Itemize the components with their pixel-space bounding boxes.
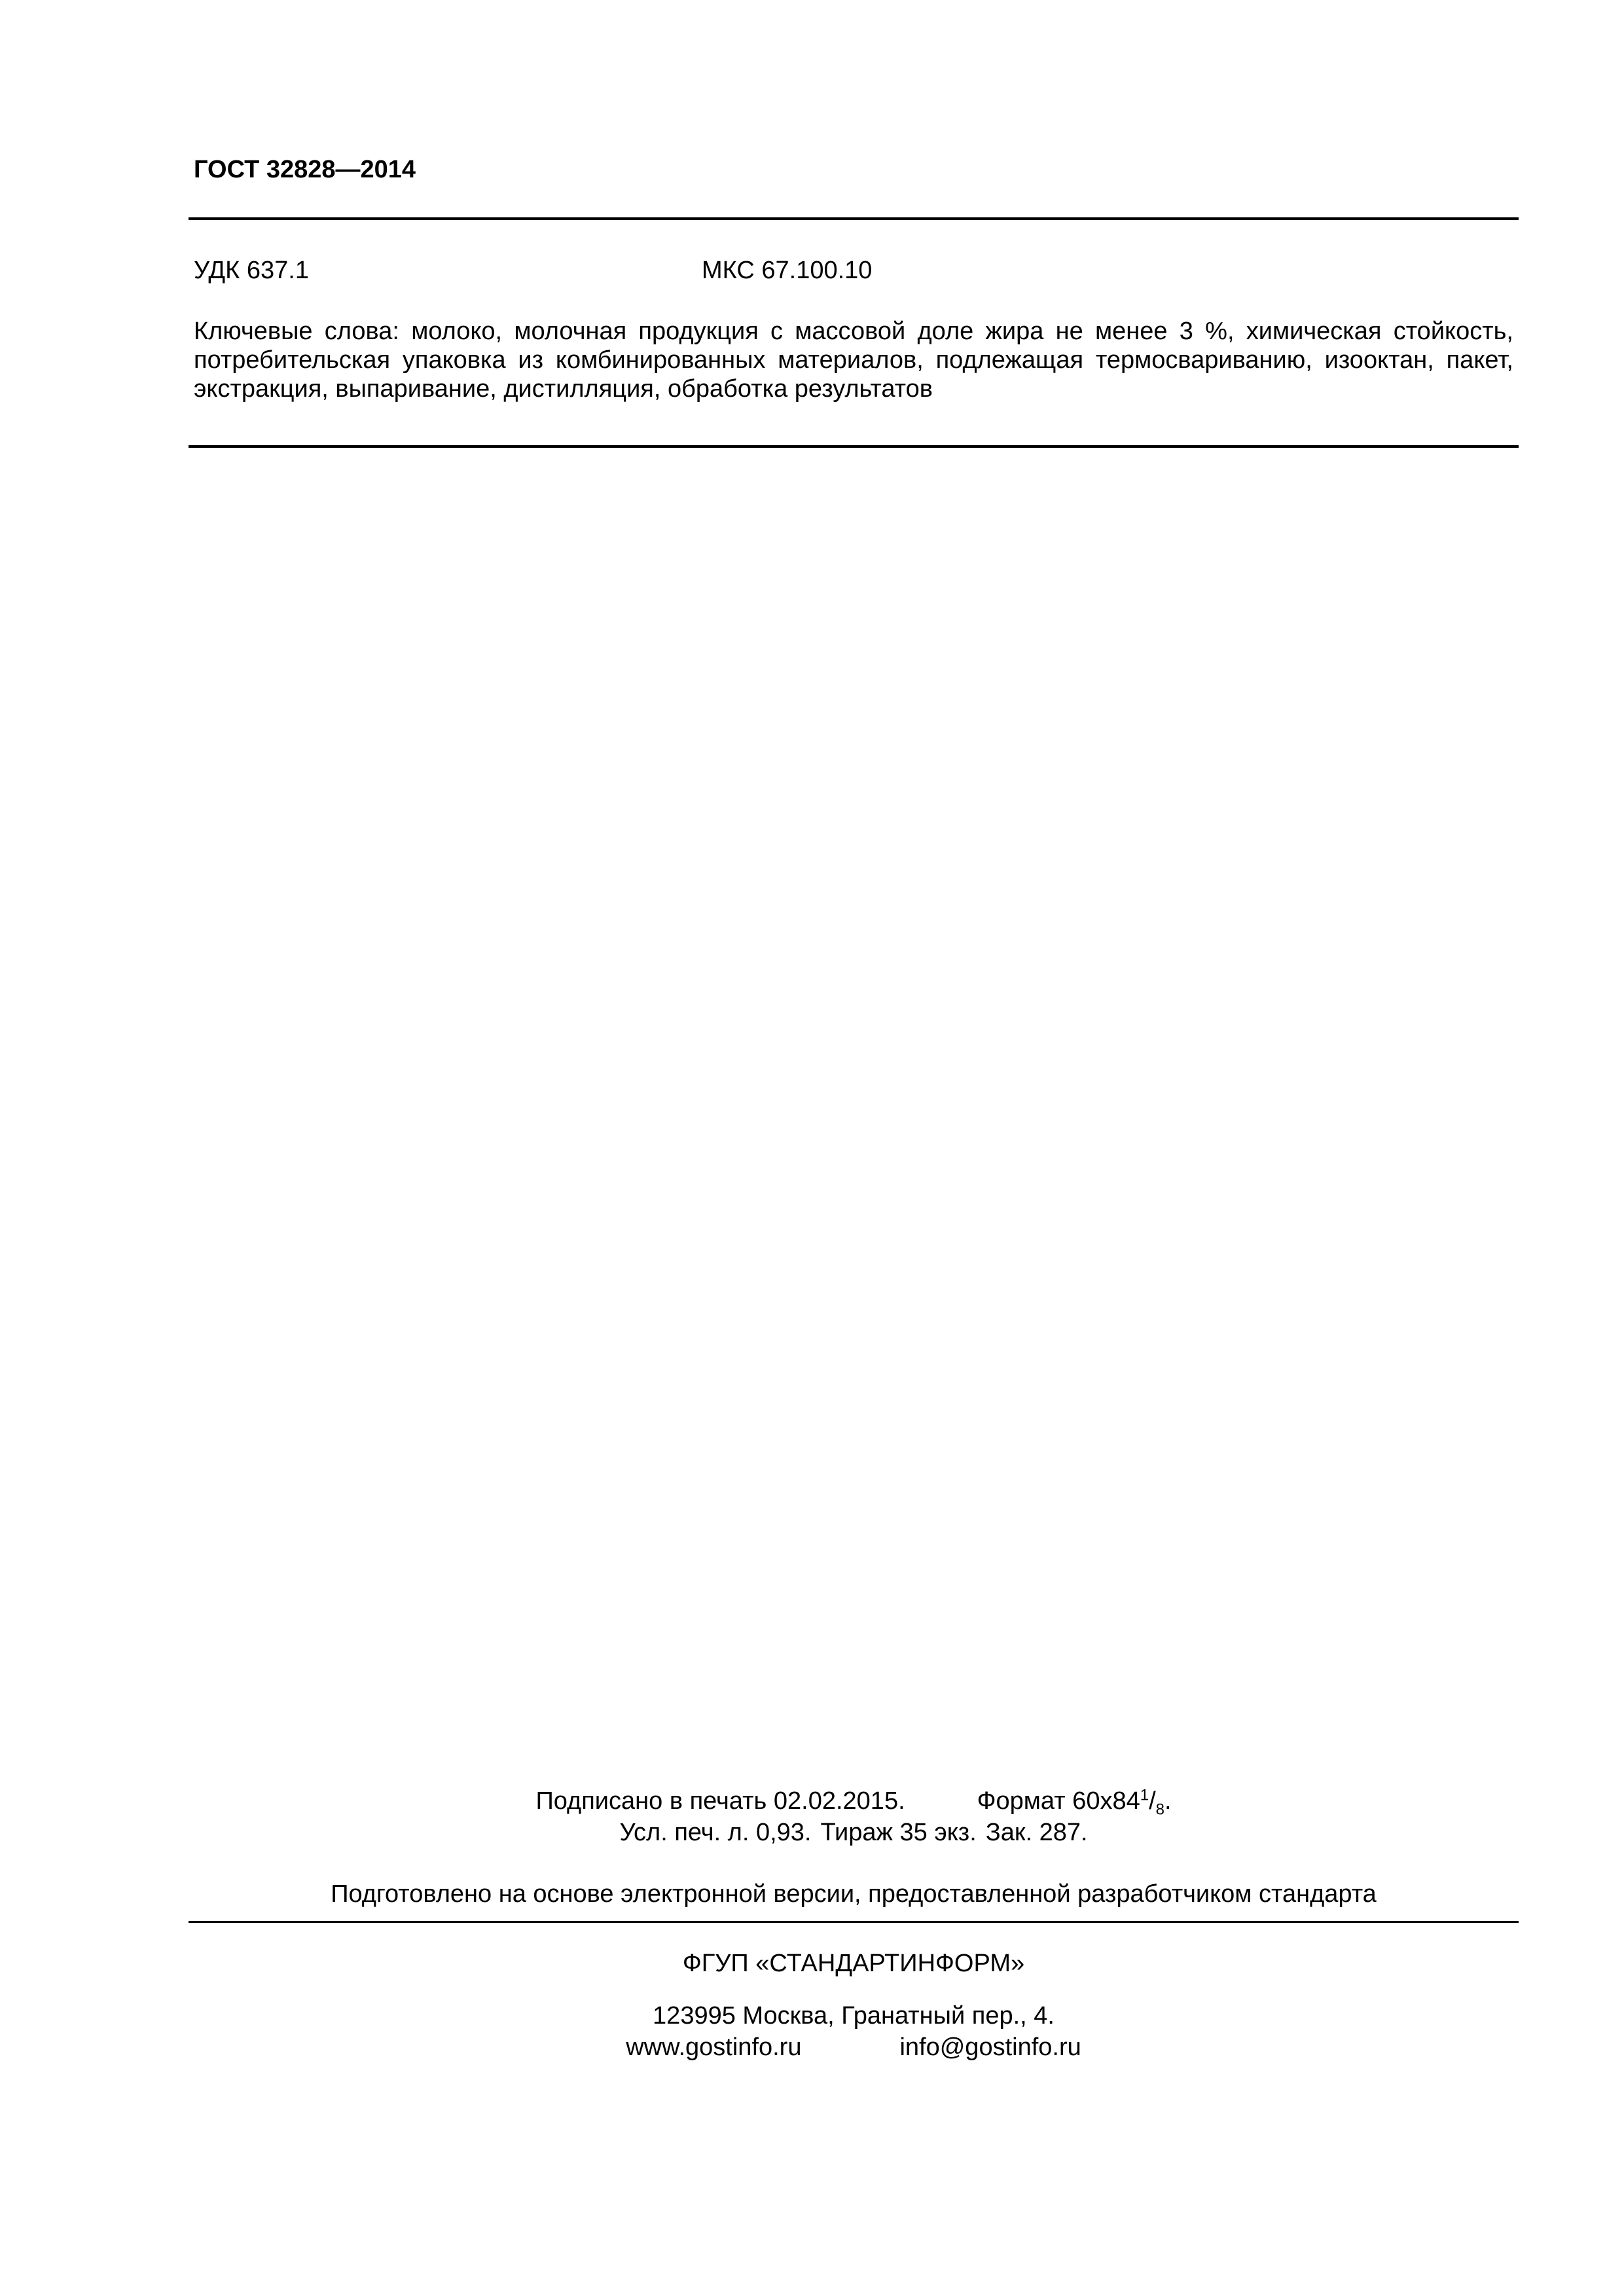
publisher-contacts (189, 2032, 1519, 2062)
document-code: ГОСТ 32828—2014 (194, 156, 416, 183)
order-number: Зак. 287. (985, 1819, 1088, 1846)
publisher-name: ФГУП «СТАНДАРТИНФОРМ» (682, 1950, 1025, 1977)
keywords-divider (189, 445, 1519, 448)
imprint-line-1 (189, 1786, 1519, 1819)
keywords-paragraph: Ключевые слова: молоко, молочная продукция с массовой доле жира не менее 3 %, химическая стойкость, потребительская упаковка из комбинированных материалов, подлежащая термосвариванию, изооктан, пакет, экстракция, выпаривание, дистилляция, обработка результатов (194, 318, 1513, 403)
signed-date: Подписано в печать 02.02.2015. (535, 1787, 905, 1815)
top-divider (189, 217, 1519, 220)
udk-code: УДК 637.1 (194, 257, 309, 284)
printed-sheets: Усл. печ. л. 0,93. (619, 1819, 812, 1846)
imprint-line-2 (189, 1817, 1519, 1848)
email-link[interactable]: info@gostinfo.ru (899, 2033, 1081, 2061)
paper-format: Формат $60x84^1/_8$. (977, 1786, 1172, 1819)
publisher-address: 123995 Москва, Гранатный пер., 4. (653, 2002, 1055, 2030)
mks-code: МКС 67.100.10 (702, 257, 873, 284)
publisher-divider (189, 1921, 1519, 1923)
print-run: Тираж 35 экз. (820, 1819, 977, 1846)
prepared-note: Подготовлено на основе электронной версии, предоставленной разработчиком стандарта (331, 1880, 1377, 1908)
website-link[interactable]: www.gostinfo.ru (626, 2033, 802, 2061)
